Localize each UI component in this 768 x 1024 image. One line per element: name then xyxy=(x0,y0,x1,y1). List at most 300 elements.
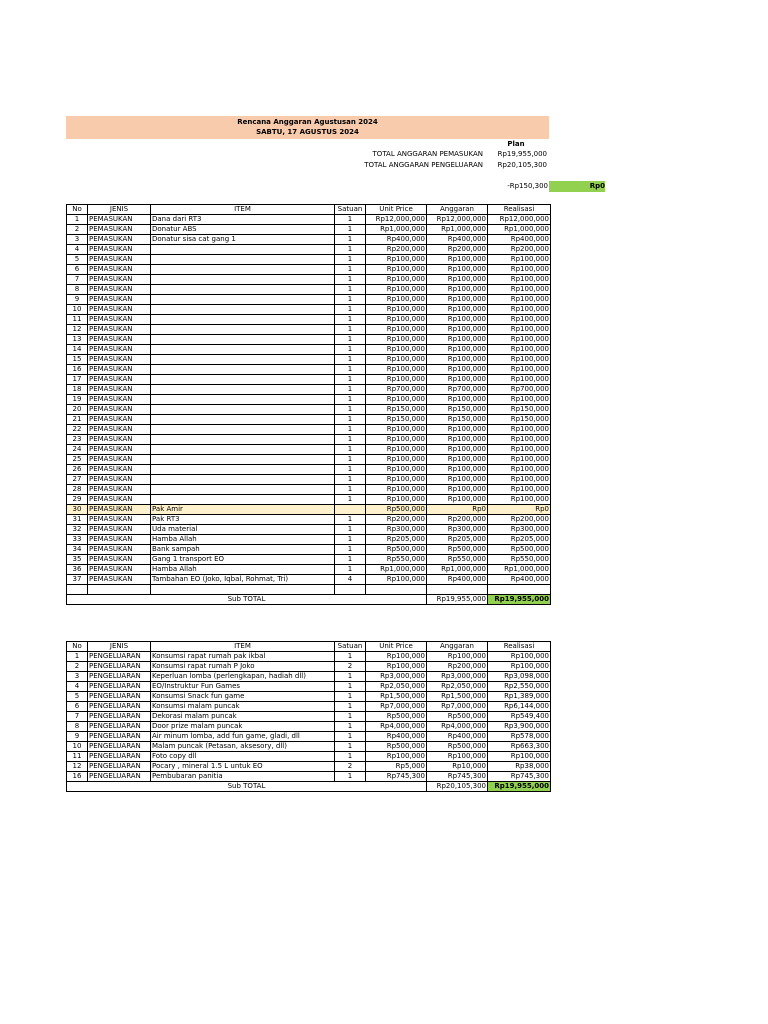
row-realization[interactable]: Rp2,550,000 xyxy=(488,682,551,692)
row-number[interactable]: 11 xyxy=(67,752,88,762)
row-realization[interactable]: Rp150,000 xyxy=(488,405,551,415)
row-unit[interactable]: 1 xyxy=(335,692,366,702)
row-budget[interactable]: Rp300,000 xyxy=(427,525,488,535)
row-realization[interactable]: Rp3,098,000 xyxy=(488,672,551,682)
row-unit[interactable]: 1 xyxy=(335,295,366,305)
row-unit-price[interactable]: Rp100,000 xyxy=(366,365,427,375)
row-item[interactable]: Konsumsi malam puncak xyxy=(151,702,335,712)
row-item[interactable] xyxy=(151,455,335,465)
row-budget[interactable]: Rp100,000 xyxy=(427,485,488,495)
row-realization[interactable]: Rp38,000 xyxy=(488,762,551,772)
row-budget[interactable]: Rp3,000,000 xyxy=(427,672,488,682)
row-type[interactable]: PEMASUKAN xyxy=(88,555,151,565)
row-number[interactable]: 17 xyxy=(67,375,88,385)
row-unit-price[interactable]: Rp700,000 xyxy=(366,385,427,395)
row-realization[interactable]: Rp550,000 xyxy=(488,555,551,565)
subtotal-budget[interactable]: Rp20,105,300 xyxy=(427,782,488,792)
row-realization[interactable]: Rp100,000 xyxy=(488,315,551,325)
row-realization[interactable]: Rp100,000 xyxy=(488,495,551,505)
row-unit-price[interactable]: Rp100,000 xyxy=(366,652,427,662)
row-unit-price[interactable]: Rp500,000 xyxy=(366,712,427,722)
row-number[interactable]: 20 xyxy=(67,405,88,415)
row-budget[interactable]: Rp100,000 xyxy=(427,465,488,475)
row-budget[interactable]: Rp12,000,000 xyxy=(427,215,488,225)
row-item[interactable] xyxy=(151,495,335,505)
row-realization[interactable]: Rp200,000 xyxy=(488,245,551,255)
row-realization[interactable]: Rp100,000 xyxy=(488,325,551,335)
row-budget[interactable]: Rp100,000 xyxy=(427,285,488,295)
row-unit-price[interactable]: Rp100,000 xyxy=(366,495,427,505)
row-budget[interactable]: Rp150,000 xyxy=(427,415,488,425)
row-realization[interactable]: Rp100,000 xyxy=(488,425,551,435)
row-type[interactable]: PEMASUKAN xyxy=(88,375,151,385)
row-item[interactable]: Gang 1 transport EO xyxy=(151,555,335,565)
row-realization[interactable]: Rp100,000 xyxy=(488,465,551,475)
row-number[interactable]: 3 xyxy=(67,235,88,245)
row-number[interactable]: 1 xyxy=(67,652,88,662)
row-realization[interactable]: Rp100,000 xyxy=(488,752,551,762)
row-type[interactable]: PEMASUKAN xyxy=(88,485,151,495)
row-type[interactable]: PENGELUARAN xyxy=(88,652,151,662)
row-type[interactable]: PEMASUKAN xyxy=(88,275,151,285)
row-unit-price[interactable]: Rp1,500,000 xyxy=(366,692,427,702)
row-unit-price[interactable]: Rp5,000 xyxy=(366,762,427,772)
row-unit-price[interactable]: Rp1,000,000 xyxy=(366,225,427,235)
blank-cell[interactable] xyxy=(67,585,88,595)
row-type[interactable]: PEMASUKAN xyxy=(88,215,151,225)
row-item[interactable] xyxy=(151,295,335,305)
row-item[interactable]: Pembubaran panitia xyxy=(151,772,335,782)
row-type[interactable]: PEMASUKAN xyxy=(88,235,151,245)
row-number[interactable]: 8 xyxy=(67,722,88,732)
row-unit[interactable]: 1 xyxy=(335,275,366,285)
column-header-unit[interactable]: Satuan xyxy=(335,205,366,215)
row-number[interactable]: 22 xyxy=(67,425,88,435)
row-budget[interactable]: Rp100,000 xyxy=(427,345,488,355)
row-unit[interactable]: 1 xyxy=(335,375,366,385)
row-unit-price[interactable]: Rp3,000,000 xyxy=(366,672,427,682)
row-unit[interactable]: 1 xyxy=(335,772,366,782)
subtotal-budget[interactable]: Rp19,955,000 xyxy=(427,595,488,605)
row-type[interactable]: PEMASUKAN xyxy=(88,245,151,255)
row-item[interactable] xyxy=(151,335,335,345)
blank-cell[interactable] xyxy=(88,585,151,595)
row-item[interactable] xyxy=(151,435,335,445)
row-unit[interactable]: 1 xyxy=(335,325,366,335)
row-budget[interactable]: Rp100,000 xyxy=(427,295,488,305)
row-unit-price[interactable]: Rp100,000 xyxy=(366,305,427,315)
row-unit[interactable]: 1 xyxy=(335,285,366,295)
row-unit-price[interactable]: Rp100,000 xyxy=(366,275,427,285)
row-type[interactable]: PEMASUKAN xyxy=(88,565,151,575)
row-budget[interactable]: Rp1,000,000 xyxy=(427,565,488,575)
row-type[interactable]: PEMASUKAN xyxy=(88,395,151,405)
row-type[interactable]: PENGELUARAN xyxy=(88,662,151,672)
row-item[interactable]: Pocary , mineral 1.5 L untuk EO xyxy=(151,762,335,772)
row-unit-price[interactable]: Rp100,000 xyxy=(366,335,427,345)
row-number[interactable]: 10 xyxy=(67,742,88,752)
row-number[interactable]: 5 xyxy=(67,255,88,265)
row-unit[interactable]: 1 xyxy=(335,425,366,435)
row-unit-price[interactable]: Rp200,000 xyxy=(366,515,427,525)
row-unit[interactable]: 1 xyxy=(335,315,366,325)
row-unit-price[interactable]: Rp100,000 xyxy=(366,395,427,405)
row-budget[interactable]: Rp100,000 xyxy=(427,435,488,445)
row-unit-price[interactable]: Rp1,000,000 xyxy=(366,565,427,575)
row-realization[interactable]: Rp6,144,000 xyxy=(488,702,551,712)
row-number[interactable]: 6 xyxy=(67,265,88,275)
row-unit-price[interactable]: Rp550,000 xyxy=(366,555,427,565)
row-unit[interactable]: 1 xyxy=(335,732,366,742)
row-unit-price[interactable]: Rp100,000 xyxy=(366,355,427,365)
row-unit-price[interactable]: Rp100,000 xyxy=(366,295,427,305)
row-type[interactable]: PENGELUARAN xyxy=(88,692,151,702)
row-number[interactable]: 1 xyxy=(67,215,88,225)
row-unit-price[interactable]: Rp400,000 xyxy=(366,235,427,245)
row-realization[interactable]: Rp745,300 xyxy=(488,772,551,782)
row-number[interactable]: 12 xyxy=(67,325,88,335)
column-header-budget[interactable]: Anggaran xyxy=(427,642,488,652)
row-unit-price[interactable]: Rp2,050,000 xyxy=(366,682,427,692)
row-item[interactable] xyxy=(151,405,335,415)
row-item[interactable]: Pak Amir xyxy=(151,505,335,515)
row-realization[interactable]: Rp100,000 xyxy=(488,355,551,365)
column-header-unit-price[interactable]: Unit Price xyxy=(366,642,427,652)
row-unit-price[interactable]: Rp100,000 xyxy=(366,435,427,445)
row-realization[interactable]: Rp500,000 xyxy=(488,545,551,555)
row-realization[interactable]: Rp100,000 xyxy=(488,375,551,385)
row-budget[interactable]: Rp4,000,000 xyxy=(427,722,488,732)
row-type[interactable]: PENGELUARAN xyxy=(88,672,151,682)
row-unit[interactable] xyxy=(335,505,366,515)
row-number[interactable]: 36 xyxy=(67,565,88,575)
row-type[interactable]: PEMASUKAN xyxy=(88,575,151,585)
column-header-unit[interactable]: Satuan xyxy=(335,642,366,652)
row-item[interactable]: Foto copy dll xyxy=(151,752,335,762)
row-number[interactable]: 25 xyxy=(67,455,88,465)
row-budget[interactable]: Rp100,000 xyxy=(427,445,488,455)
row-budget[interactable]: Rp205,000 xyxy=(427,535,488,545)
row-budget[interactable]: Rp400,000 xyxy=(427,575,488,585)
row-type[interactable]: PEMASUKAN xyxy=(88,285,151,295)
row-item[interactable]: Malam puncak (Petasan, aksesory, dll) xyxy=(151,742,335,752)
row-budget[interactable]: Rp100,000 xyxy=(427,495,488,505)
row-unit[interactable]: 1 xyxy=(335,565,366,575)
row-budget[interactable]: Rp100,000 xyxy=(427,325,488,335)
row-budget[interactable]: Rp500,000 xyxy=(427,545,488,555)
row-type[interactable]: PEMASUKAN xyxy=(88,265,151,275)
row-unit[interactable]: 1 xyxy=(335,722,366,732)
row-item[interactable]: Dekorasi malam puncak xyxy=(151,712,335,722)
row-number[interactable]: 37 xyxy=(67,575,88,585)
row-number[interactable]: 9 xyxy=(67,732,88,742)
row-unit-price[interactable]: Rp100,000 xyxy=(366,285,427,295)
row-item[interactable]: EO/Instruktur Fun Games xyxy=(151,682,335,692)
row-item[interactable]: Donatur sisa cat gang 1 xyxy=(151,235,335,245)
row-budget[interactable]: Rp1,000,000 xyxy=(427,225,488,235)
row-number[interactable]: 16 xyxy=(67,772,88,782)
row-realization[interactable]: Rp205,000 xyxy=(488,535,551,545)
row-type[interactable]: PENGELUARAN xyxy=(88,772,151,782)
row-number[interactable]: 15 xyxy=(67,355,88,365)
row-type[interactable]: PEMASUKAN xyxy=(88,355,151,365)
row-budget[interactable]: Rp0 xyxy=(427,505,488,515)
row-type[interactable]: PENGELUARAN xyxy=(88,702,151,712)
row-number[interactable]: 5 xyxy=(67,692,88,702)
row-unit[interactable]: 1 xyxy=(335,515,366,525)
row-unit-price[interactable]: Rp205,000 xyxy=(366,535,427,545)
blank-cell[interactable] xyxy=(366,585,427,595)
row-unit[interactable]: 1 xyxy=(335,455,366,465)
row-realization[interactable]: Rp100,000 xyxy=(488,295,551,305)
row-unit-price[interactable]: Rp100,000 xyxy=(366,662,427,672)
row-number[interactable]: 14 xyxy=(67,345,88,355)
row-realization[interactable]: Rp100,000 xyxy=(488,255,551,265)
row-number[interactable]: 7 xyxy=(67,712,88,722)
row-item[interactable]: Bank sampah xyxy=(151,545,335,555)
row-budget[interactable]: Rp400,000 xyxy=(427,235,488,245)
blank-cell[interactable] xyxy=(151,585,335,595)
row-type[interactable]: PEMASUKAN xyxy=(88,315,151,325)
row-unit-price[interactable]: Rp100,000 xyxy=(366,485,427,495)
row-budget[interactable]: Rp10,000 xyxy=(427,762,488,772)
column-header-budget[interactable]: Anggaran xyxy=(427,205,488,215)
row-item[interactable]: Konsumsi rapat rumah pak ikbal xyxy=(151,652,335,662)
row-item[interactable] xyxy=(151,485,335,495)
row-unit-price[interactable]: Rp100,000 xyxy=(366,752,427,762)
row-item[interactable]: Hamba Allah xyxy=(151,535,335,545)
row-type[interactable]: PEMASUKAN xyxy=(88,405,151,415)
row-unit[interactable]: 1 xyxy=(335,702,366,712)
blank-cell[interactable] xyxy=(488,585,551,595)
row-number[interactable]: 13 xyxy=(67,335,88,345)
row-budget[interactable]: Rp100,000 xyxy=(427,315,488,325)
row-budget[interactable]: Rp100,000 xyxy=(427,305,488,315)
column-header-realization[interactable]: Realisasi xyxy=(488,205,551,215)
column-header-item[interactable]: ITEM xyxy=(151,205,335,215)
row-number[interactable]: 16 xyxy=(67,365,88,375)
row-budget[interactable]: Rp100,000 xyxy=(427,652,488,662)
column-header-item[interactable]: ITEM xyxy=(151,642,335,652)
row-budget[interactable]: Rp100,000 xyxy=(427,455,488,465)
row-unit[interactable]: 1 xyxy=(335,245,366,255)
row-item[interactable] xyxy=(151,275,335,285)
column-header-unit-price[interactable]: Unit Price xyxy=(366,205,427,215)
row-unit-price[interactable]: Rp500,000 xyxy=(366,742,427,752)
row-type[interactable]: PEMASUKAN xyxy=(88,545,151,555)
row-unit-price[interactable]: Rp100,000 xyxy=(366,445,427,455)
row-unit[interactable]: 1 xyxy=(335,265,366,275)
row-item[interactable]: Konsumsi rapat rumah P Joko xyxy=(151,662,335,672)
row-number[interactable]: 33 xyxy=(67,535,88,545)
row-budget[interactable]: Rp200,000 xyxy=(427,515,488,525)
row-unit[interactable]: 1 xyxy=(335,345,366,355)
row-number[interactable]: 4 xyxy=(67,245,88,255)
row-unit-price[interactable]: Rp400,000 xyxy=(366,732,427,742)
column-header-number[interactable]: No xyxy=(67,205,88,215)
row-unit[interactable]: 1 xyxy=(335,545,366,555)
row-realization[interactable]: Rp100,000 xyxy=(488,365,551,375)
row-unit-price[interactable]: Rp100,000 xyxy=(366,315,427,325)
row-realization[interactable]: Rp200,000 xyxy=(488,515,551,525)
row-realization[interactable]: Rp100,000 xyxy=(488,335,551,345)
row-unit[interactable]: 1 xyxy=(335,365,366,375)
row-budget[interactable]: Rp2,050,000 xyxy=(427,682,488,692)
row-unit-price[interactable]: Rp100,000 xyxy=(366,345,427,355)
row-number[interactable]: 21 xyxy=(67,415,88,425)
row-unit[interactable]: 1 xyxy=(335,305,366,315)
row-number[interactable]: 26 xyxy=(67,465,88,475)
row-item[interactable] xyxy=(151,385,335,395)
row-realization[interactable]: Rp100,000 xyxy=(488,435,551,445)
row-unit-price[interactable]: Rp745,300 xyxy=(366,772,427,782)
row-unit[interactable]: 1 xyxy=(335,495,366,505)
row-unit[interactable]: 1 xyxy=(335,385,366,395)
row-item[interactable] xyxy=(151,415,335,425)
row-item[interactable] xyxy=(151,475,335,485)
row-unit[interactable]: 1 xyxy=(335,712,366,722)
row-realization[interactable]: Rp100,000 xyxy=(488,445,551,455)
row-type[interactable]: PEMASUKAN xyxy=(88,435,151,445)
row-unit[interactable]: 2 xyxy=(335,662,366,672)
row-realization[interactable]: Rp1,389,000 xyxy=(488,692,551,702)
row-budget[interactable]: Rp500,000 xyxy=(427,712,488,722)
row-budget[interactable]: Rp100,000 xyxy=(427,255,488,265)
row-unit-price[interactable]: Rp100,000 xyxy=(366,375,427,385)
row-unit[interactable]: 1 xyxy=(335,435,366,445)
row-type[interactable]: PEMASUKAN xyxy=(88,365,151,375)
row-number[interactable]: 4 xyxy=(67,682,88,692)
row-unit[interactable]: 1 xyxy=(335,752,366,762)
row-item[interactable]: Dana dari RT3 xyxy=(151,215,335,225)
row-item[interactable]: Uda material xyxy=(151,525,335,535)
row-unit-price[interactable]: Rp100,000 xyxy=(366,465,427,475)
row-type[interactable]: PENGELUARAN xyxy=(88,752,151,762)
row-number[interactable]: 23 xyxy=(67,435,88,445)
row-unit-price[interactable]: Rp150,000 xyxy=(366,405,427,415)
row-number[interactable]: 18 xyxy=(67,385,88,395)
row-number[interactable]: 28 xyxy=(67,485,88,495)
row-number[interactable]: 30 xyxy=(67,505,88,515)
row-number[interactable]: 34 xyxy=(67,545,88,555)
row-item[interactable] xyxy=(151,445,335,455)
row-unit[interactable]: 1 xyxy=(335,235,366,245)
row-unit-price[interactable]: Rp100,000 xyxy=(366,425,427,435)
row-unit-price[interactable]: Rp4,000,000 xyxy=(366,722,427,732)
row-realization[interactable]: Rp100,000 xyxy=(488,395,551,405)
row-unit[interactable]: 1 xyxy=(335,465,366,475)
row-budget[interactable]: Rp100,000 xyxy=(427,752,488,762)
row-unit-price[interactable]: Rp150,000 xyxy=(366,415,427,425)
row-realization[interactable]: Rp100,000 xyxy=(488,265,551,275)
row-realization[interactable]: Rp663,300 xyxy=(488,742,551,752)
row-type[interactable]: PEMASUKAN xyxy=(88,385,151,395)
row-budget[interactable]: Rp200,000 xyxy=(427,245,488,255)
row-type[interactable]: PENGELUARAN xyxy=(88,722,151,732)
row-budget[interactable]: Rp100,000 xyxy=(427,395,488,405)
row-type[interactable]: PEMASUKAN xyxy=(88,525,151,535)
row-number[interactable]: 3 xyxy=(67,672,88,682)
row-unit[interactable]: 4 xyxy=(335,575,366,585)
row-number[interactable]: 19 xyxy=(67,395,88,405)
blank-cell[interactable] xyxy=(335,585,366,595)
row-type[interactable]: PENGELUARAN xyxy=(88,762,151,772)
row-unit[interactable]: 2 xyxy=(335,762,366,772)
row-type[interactable]: PEMASUKAN xyxy=(88,475,151,485)
row-budget[interactable]: Rp200,000 xyxy=(427,662,488,672)
row-number[interactable]: 31 xyxy=(67,515,88,525)
row-unit[interactable]: 1 xyxy=(335,355,366,365)
row-number[interactable]: 27 xyxy=(67,475,88,485)
row-budget[interactable]: Rp100,000 xyxy=(427,425,488,435)
row-type[interactable]: PEMASUKAN xyxy=(88,425,151,435)
row-unit[interactable]: 1 xyxy=(335,555,366,565)
row-unit-price[interactable]: Rp100,000 xyxy=(366,455,427,465)
row-number[interactable]: 8 xyxy=(67,285,88,295)
row-item[interactable] xyxy=(151,395,335,405)
row-unit-price[interactable]: Rp500,000 xyxy=(366,505,427,515)
subtotal-realization[interactable]: Rp19,955,000 xyxy=(488,782,551,792)
row-unit[interactable]: 1 xyxy=(335,255,366,265)
row-number[interactable]: 32 xyxy=(67,525,88,535)
row-type[interactable]: PEMASUKAN xyxy=(88,505,151,515)
row-item[interactable] xyxy=(151,245,335,255)
row-item[interactable] xyxy=(151,345,335,355)
row-budget[interactable]: Rp745,300 xyxy=(427,772,488,782)
row-budget[interactable]: Rp700,000 xyxy=(427,385,488,395)
row-realization[interactable]: Rp1,000,000 xyxy=(488,565,551,575)
row-number[interactable]: 9 xyxy=(67,295,88,305)
row-unit[interactable]: 1 xyxy=(335,742,366,752)
row-realization[interactable]: Rp100,000 xyxy=(488,662,551,672)
row-budget[interactable]: Rp100,000 xyxy=(427,335,488,345)
row-unit-price[interactable]: Rp200,000 xyxy=(366,245,427,255)
row-unit-price[interactable]: Rp100,000 xyxy=(366,265,427,275)
row-realization[interactable]: Rp100,000 xyxy=(488,345,551,355)
row-budget[interactable]: Rp100,000 xyxy=(427,365,488,375)
row-unit[interactable]: 1 xyxy=(335,335,366,345)
row-type[interactable]: PEMASUKAN xyxy=(88,255,151,265)
row-number[interactable]: 24 xyxy=(67,445,88,455)
row-type[interactable]: PENGELUARAN xyxy=(88,742,151,752)
row-item[interactable] xyxy=(151,315,335,325)
row-budget[interactable]: Rp100,000 xyxy=(427,475,488,485)
row-unit[interactable]: 1 xyxy=(335,682,366,692)
row-unit[interactable]: 1 xyxy=(335,475,366,485)
row-number[interactable]: 29 xyxy=(67,495,88,505)
column-header-type[interactable]: JENIS xyxy=(88,642,151,652)
row-budget[interactable]: Rp150,000 xyxy=(427,405,488,415)
row-realization[interactable]: Rp578,000 xyxy=(488,732,551,742)
row-type[interactable]: PEMASUKAN xyxy=(88,225,151,235)
row-unit[interactable]: 1 xyxy=(335,652,366,662)
row-number[interactable]: 35 xyxy=(67,555,88,565)
row-type[interactable]: PEMASUKAN xyxy=(88,445,151,455)
row-realization[interactable]: Rp0 xyxy=(488,505,551,515)
row-unit[interactable]: 1 xyxy=(335,215,366,225)
row-unit[interactable]: 1 xyxy=(335,445,366,455)
row-number[interactable]: 2 xyxy=(67,662,88,672)
row-item[interactable]: Keperluan lomba (perlengkapan, hadiah dll) xyxy=(151,672,335,682)
row-budget[interactable]: Rp100,000 xyxy=(427,375,488,385)
blank-cell[interactable] xyxy=(427,585,488,595)
row-item[interactable] xyxy=(151,355,335,365)
row-unit[interactable]: 1 xyxy=(335,535,366,545)
row-realization[interactable]: Rp300,000 xyxy=(488,525,551,535)
row-number[interactable]: 2 xyxy=(67,225,88,235)
row-type[interactable]: PEMASUKAN xyxy=(88,325,151,335)
row-unit[interactable]: 1 xyxy=(335,395,366,405)
